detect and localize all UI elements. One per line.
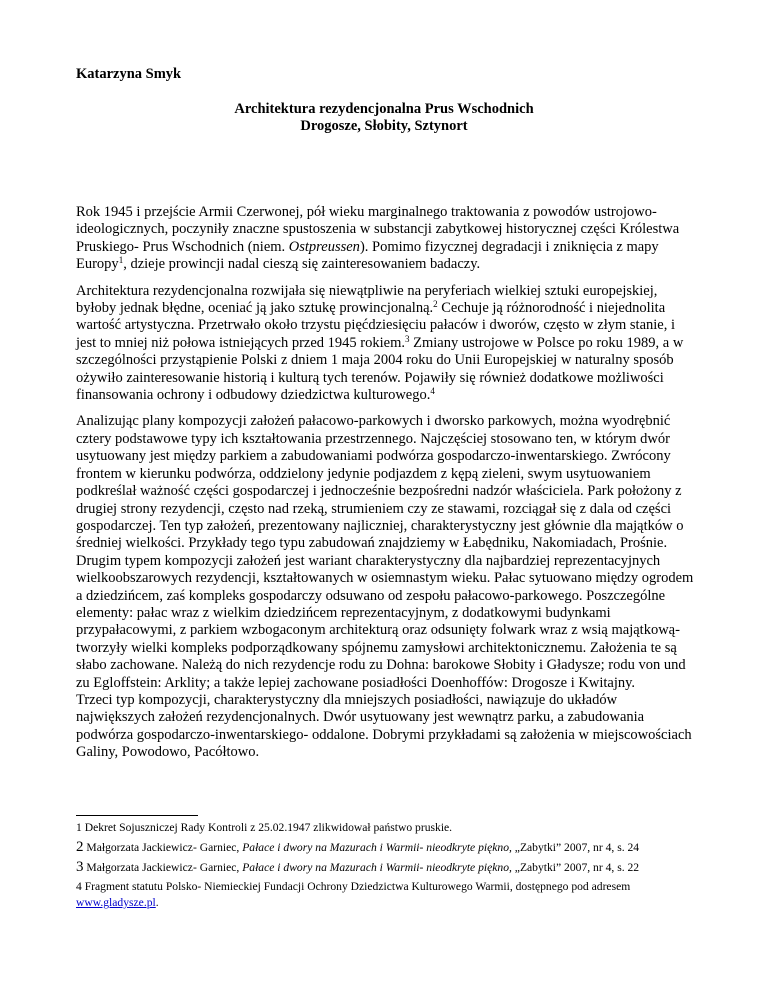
footnote-1: 1 Dekret Sojuszniczej Rady Kontroli z 25.02.1947 zlikwidował państwo pruskie. bbox=[76, 821, 453, 834]
footnote-ref-3: 3 bbox=[404, 333, 410, 344]
paragraph-3: Analizując plany kompozycji założeń pałacowo-parkowych i dworsko parkowych, można wyodrębnić cztery podstawowe typy ich kształtowania przestrzennego. Najczęściej stosowano ten, w którym dwór usytuowany jest między parkiem a zabudowaniami podwórza gospodarczo-inwentarskiego. Zwrócony frontem w kierunku podwórza, oddzielony jedynie podjazdem z kępą zieleni, swym usytuowaniem podkreślał ważność części gospodarczej i jednocześnie bezpośredni nadzór właściciela. Park położony z drugiej strony rezydencji, często nad rzeką, strumieniem czy ze stawami, rozciągał się z dala od części gospodarczej. Ten typ założeń, prezentowany najliczniej, charakterystyczny jest głównie dla majątków o średniej wielkości. Przykłady tego typu zabudowań znajdziemy w Łabędniku, Nakomiadach, Prośnie. bbox=[76, 413, 684, 552]
footnote-2: 2 Małgorzata Jackiewicz- Garniec, Pałace i dwory na Mazurach i Warmii- nieodkryte piękno, „Zabytki” 2007, nr 4, s. 24 bbox=[76, 839, 640, 855]
footnote-ref-2: 2 bbox=[433, 299, 438, 310]
footnotes bbox=[76, 820, 696, 914]
paragraph-5: Trzeci typ kompozycji, charakterystyczny dla mniejszych posiadłości, nawiązuje do układów największych założeń rezydencjonalnych. Dwór usytuowany jest wewnątrz parku, a zabudowania podwórza gospodarczo-inwentarskiego- oddalone. Dobrymi przykładami są założenia w miejscowościach Galiny, Powodowo, Pacółtowo. bbox=[76, 691, 692, 761]
document-title: Architektura rezydencjonalna Prus Wschodnich bbox=[234, 101, 534, 117]
paragraph-1: Rok 1945 i przejście Armii Czerwonej, pół wieku marginalnego traktowania z powodów ustrojowo-ideologicznych, poczyniły znaczne spustoszenia w substancji zabytkowej historycznej części Królestwa Pruskiego- Prus Wschodnich (niem. Ostpreussen). Pomimo fizycznej degradacji i zniknięcia z mapy Europy$^1$, dzieje prowincji nadal cieszą się zainteresowaniem badaczy. bbox=[76, 204, 680, 273]
document-subtitle: Drogosze, Słobity, Sztynort bbox=[300, 118, 468, 134]
footnote-separator bbox=[76, 815, 198, 816]
paragraph-2: Architektura rezydencjonalna rozwijała się niewątpliwie na peryferiach wielkiej sztuki europejskiej, byłoby jednak błędne, oceniać ją jako sztukę prowincjonalną.$^2$ Cechuje ją różnorodność i niejednolita wartość artystyczna. Przetrwało około trzystu pięćdziesięciu pałaców i dworów, często w złym stanie, i jest to mniej niż połowa istniejących przed 1945 rokiem.$^3$ Zmiany ustrojowe w Polsce po roku 1989, a w szczególności przystąpienie Polski z dniem 1 maja 2004 roku do Unii Europejskiej w naturalny sposób ożywiło zainteresowanie historią i kulturą tych terenów. Pojawiły się również dodatkowe możliwości finansowania ochrony i odbudowy dziedzictwa kulturowego.$^4$ bbox=[76, 282, 684, 404]
footnote-ref-4: 4 bbox=[430, 386, 435, 397]
footnote-ref-1: 1 bbox=[118, 255, 124, 266]
footnote-4: 4 Fragment statutu Polsko- Niemieckiej Fundacji Ochrony Dziedzictwa Kulturowego Warmii, dostępnego pod adresem www.gladysze.pl. bbox=[76, 880, 631, 909]
body-text bbox=[76, 204, 694, 762]
author-name: Katarzyna Smyk bbox=[76, 66, 182, 82]
footnote-3: 3 Małgorzata Jackiewicz- Garniec, Pałace i dwory na Mazurach i Warmii- nieodkryte piękno, „Zabytki” 2007, nr 4, s. 22 bbox=[76, 859, 640, 875]
footnote-link[interactable]: www.gladysze.pl bbox=[76, 896, 156, 909]
paragraph-4: Drugim typem kompozycji założeń jest wariant charakterystyczny dla najbardziej reprezentacyjnych wielkoobszarowych rezydencji, kształtowanych w osiemnastym wieku. Pałac sytuowano między ogrodem a dziedzińcem, zaś kompleks gospodarczy odsuwano od zespołu pałacowo-parkowego. Poszczególne elementy: pałac wraz z wielkim dziedzińcem reprezentacyjnym, z dodatkowymi budynkami przypałacowymi, z parkiem wzbogaconym architekturą oraz odsunięty folwark wraz z wsią majątkową- tworzyły wielki kompleks podporządkowany spójnemu zamysłowi architektonicznemu. Założenia te są słabo zachowane. Należą do nich rezydencje rodu zu Dohna: barokowe Słobity i Gładysze; rodu von und zu Egloffstein: Arklity; a także lepiej zachowane posiadłości Doenhoffów: Drogosze i Kwitajny. bbox=[76, 552, 694, 691]
